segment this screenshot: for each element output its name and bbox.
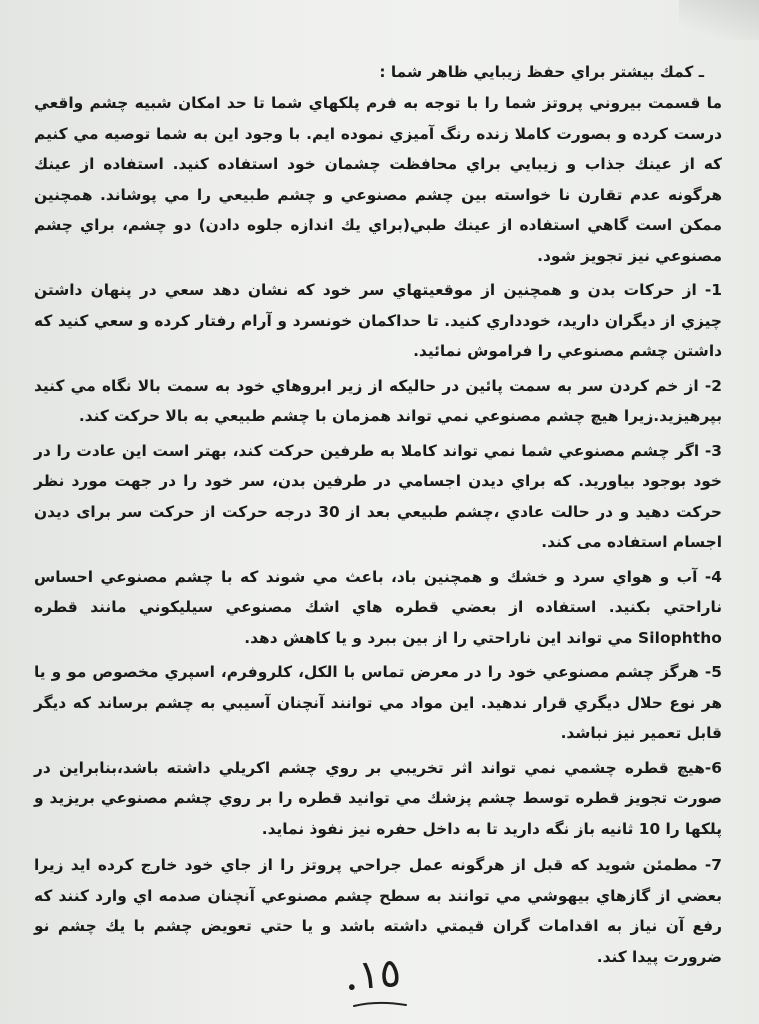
intro-paragraph: ما قسمت بيروني پروتز شما را با توجه به فرم پلكهاي شما تا حد امكان شبيه چشم واقعي درست كرده و بصورت كاملا زنده رنگ آميزي نموده ايم. با وجود اين به شما توصيه مي كنيم كه از عينك جذاب و زيبايي براي محافظت چشمان خود استفاده كنيد. استفاده از عينك هرگونه عدم تقارن نا خواسته بين چشم مصنوعي و چشم طبيعي را مي پوشاند. همچنين ممكن است گاهي استفاده از عينك طبي(براي يك اندازه جلوه دادن) دو چشم، براي چشم مصنوعي نيز تجويز شود. <box>34 94 722 265</box>
tip-item-6: 6-هيچ قطره چشمي نمي تواند اثر تخريبي بر روي چشم اكريلي داشته باشد،بنابراين در صورت تجويز قطره توسط چشم پزشك مي توانيد قطره را بر روي چشم مصنوعي بريزيد و پلكها را 10 ثانيه باز نگه داريد تا به داخل حفره نيز نفوذ نمايد. <box>34 758 722 838</box>
tip-item-7: 7- مطمئن شويد كه قبل از هرگونه عمل جراحي پروتز را از جاي خود خارج كرده ايد زيرا بعضي از گازهاي بيهوشي مي توانند به سطح چشم مصنوعي آنچنان صدمه اي وارد كنند كه رفع آن نياز به اقدامات گران قيمتي داشته باشد و يا حتي تعويض چشم با يك چشم نو ضرورت پيدا كند. <box>34 856 722 966</box>
tip-item-2: 2- از خم كردن سر به سمت پائين در حاليكه از زير ابروهاي خود به سمت بالا نگاه مي كنيد بپرهيزيد.زيرا هيچ چشم مصنوعي نمي تواند همزمان با چشم طبيعي به بالا حركت كند. <box>34 376 722 425</box>
tip-item-3: 3- اگر چشم مصنوعي شما نمي تواند كاملا به طرفين حركت كند، بهتر است اين عادت را در خود بوجود بياوريد. كه براي ديدن اجسامي در طرفين بدن، سر خود را در جهت مورد نظر حركت دهيد و در حالت عادي ،چشم طبيعي بعد از 30 درجه حركت از حركت سر برای ديدن اجسام استفاده می كند. <box>34 441 722 551</box>
tip-item-1: 1- از حركات بدن و همچنين از موقعيتهاي سر خود كه نشان دهد سعي در پنهان داشتن چيزي از ديگران داريد، خودداري كنيد. تا حداكمان خونسرد و آرام رفتار كرده و سعي كنيد كه داشتن چشم مصنوعي را فراموش نمائيد. <box>34 281 722 360</box>
section-heading: ـ كمك بيشتر براي حفظ زيبايي ظاهر شما : <box>379 63 704 81</box>
document-body <box>34 58 722 974</box>
page-number <box>338 948 402 1001</box>
page-number-value: ١٥ <box>356 949 403 999</box>
handwritten-underline <box>352 1000 408 1008</box>
tip-item-4: 4- آب و هواي سرد و خشك و همچنين باد، باعث مي شوند كه با چشم مصنوعي احساس ناراحتي بكنيد. استفاده از بعضي قطره هاي اشك مصنوعي سيليكوني مانند قطره Silophtho مي تواند اين ناراحتي را از بين ببرد و يا كاهش دهد. <box>34 567 722 647</box>
page-number-dot: . <box>342 948 360 1001</box>
tip-item-5: 5- هرگز چشم مصنوعي خود را در معرض تماس با الكل، كلروفرم، اسپري مخصوص مو و يا هر نوع حلال ديگري قرار ندهيد. اين مواد مي توانند آنچنان آسيبي به چشم برساند كه ديگر قابل تعمير نيز نباشد. <box>34 663 722 742</box>
